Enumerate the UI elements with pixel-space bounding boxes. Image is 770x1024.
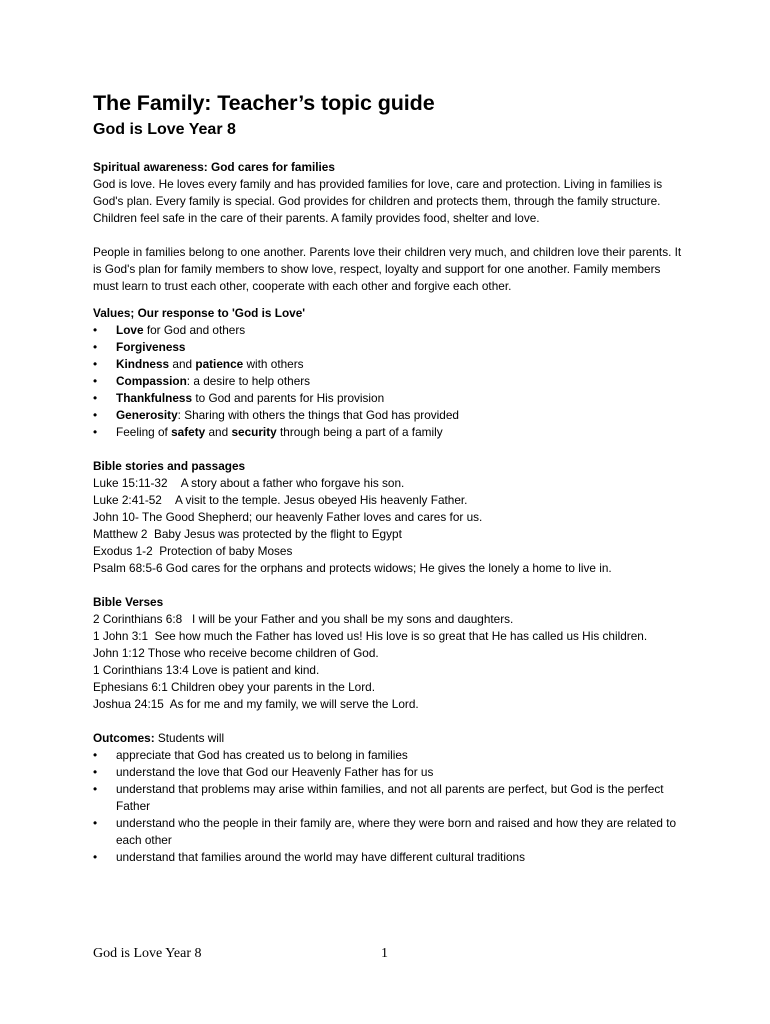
outcome-text: understand that families around the world may have different cultural traditions (116, 850, 525, 864)
bible-story-text: Baby Jesus was protected by the flight to Egypt (153, 527, 402, 541)
values-list (93, 322, 683, 441)
values-item-thankfulness (93, 390, 683, 407)
values-item-kindness (93, 356, 683, 373)
bible-reference: John 10- (93, 510, 142, 524)
values-item-forgiveness (93, 339, 683, 356)
bible-stories-heading: Bible stories and passages (93, 459, 246, 473)
values-item-safety (93, 424, 683, 441)
bible-verse-item: 2 Corinthians 6:8 I will be your Father and you shall be my sons and daughters. (93, 612, 514, 626)
bullet-icon: • (93, 374, 98, 388)
value-term: Love (116, 323, 144, 337)
bullet-icon: • (93, 323, 98, 337)
bible-stories-list (93, 475, 683, 577)
value-term: patience (195, 357, 244, 371)
bullet-icon: • (93, 425, 98, 439)
bullet-icon: • (93, 357, 98, 371)
outcome-text: understand the love that God our Heavenly Father has for us (116, 765, 434, 779)
page-title: The Family: Teacher’s topic guide (93, 91, 435, 115)
bible-verses-list (93, 611, 683, 713)
bible-story-text: A story about a father who forgave his son. (180, 476, 405, 490)
value-term: Compassion (116, 374, 187, 388)
outcome-text: appreciate that God has created us to belong in families (116, 748, 408, 762)
page-number: 1 (381, 946, 388, 961)
bible-reference: Matthew 2 (93, 527, 151, 541)
value-desc: and (169, 357, 196, 371)
bible-reference: Psalm 68:5-6 (93, 561, 166, 575)
bible-story-item (93, 560, 683, 577)
value-desc: : a desire to help others (186, 374, 311, 388)
bible-reference: Exodus 1-2 (93, 544, 156, 558)
bible-story-item (93, 475, 683, 492)
page-footer (93, 946, 693, 966)
value-term: Generosity (116, 408, 178, 422)
values-item-compassion (93, 373, 683, 390)
outcome-text: understand that problems may arise within families, and not all parents are perfect, but God is the perfect Father (116, 782, 664, 813)
bible-story-item (93, 526, 683, 543)
value-desc: for God and others (143, 323, 246, 337)
outcome-item (93, 849, 683, 866)
spiritual-heading: Spiritual awareness: God cares for families (93, 160, 335, 174)
outcomes-heading-line (93, 730, 683, 747)
bullet-icon: • (93, 850, 98, 864)
bible-verse-item: John 1:12 Those who receive become children of God. (93, 646, 379, 660)
bible-verse-item: 1 Corinthians 13:4 Love is patient and kind. (93, 663, 320, 677)
footer-text: God is Love Year 8 (93, 946, 202, 961)
outcome-item (93, 815, 683, 849)
page-subtitle: God is Love Year 8 (93, 121, 236, 138)
bullet-icon: • (93, 782, 98, 796)
bullet-icon: • (93, 816, 98, 830)
outcome-item (93, 747, 683, 764)
bullet-icon: • (93, 408, 98, 422)
bible-reference: Luke 2:41-52 (93, 493, 162, 507)
bullet-icon: • (93, 391, 98, 405)
spiritual-paragraph-1: God is love. He loves every family and has provided families for love, care and protection. Living in families is God's plan. Every family is special. God provides for children and protects them, through the family structure. Children feel safe in the care of their parents. A family provides food, shelter and love. (93, 177, 663, 225)
bible-verse-item: 1 John 3:1 See how much the Father has loved us! His love is so great that He has called us His children. (93, 629, 648, 643)
spiritual-paragraph-2: People in families belong to one another. Parents love their children very much, and children love their parents. It is God's plan for family members to show love, respect, loyalty and support for one another. Family members must learn to trust each other, cooperate with each other and forgive each other. (93, 245, 682, 293)
outcomes-heading: Outcomes: (93, 731, 155, 745)
outcomes-intro: Students will (154, 731, 225, 745)
values-item-love (93, 322, 683, 339)
bullet-icon: • (93, 765, 98, 779)
value-term: Kindness (116, 357, 170, 371)
value-desc: to God and parents for His provision (192, 391, 385, 405)
outcomes-list (93, 747, 683, 866)
bible-verses-heading: Bible Verses (93, 595, 164, 609)
outcome-item (93, 764, 683, 781)
bible-verse-item: Ephesians 6:1 Children obey your parents in the Lord. (93, 680, 375, 694)
bible-story-text: The Good Shepherd; our heavenly Father loves and cares for us. (141, 510, 483, 524)
bible-story-text: A visit to the temple. Jesus obeyed His heavenly Father. (175, 493, 468, 507)
values-heading: Values; Our response to 'God is Love' (93, 306, 306, 320)
bullet-icon: • (93, 340, 98, 354)
bible-story-item (93, 543, 683, 560)
value-desc: through being a part of a family (276, 425, 443, 439)
bible-story-text: Protection of baby Moses (159, 544, 293, 558)
value-desc: and (205, 425, 232, 439)
bible-story-item (93, 509, 683, 526)
outcome-item (93, 781, 683, 815)
values-item-generosity (93, 407, 683, 424)
value-term: safety (171, 425, 206, 439)
bullet-icon: • (93, 748, 98, 762)
outcome-text: understand who the people in their family are, where they were born and raised and how they are related to each other (116, 816, 677, 847)
value-desc: Feeling of (116, 425, 172, 439)
bible-story-text: God cares for the orphans and protects widows; He gives the lonely a home to live in. (165, 561, 612, 575)
document-body (93, 88, 683, 866)
bible-reference: Luke 15:11-32 (93, 476, 168, 490)
value-term: Forgiveness (116, 340, 186, 354)
bible-story-item (93, 492, 683, 509)
value-term: Thankfulness (116, 391, 193, 405)
value-desc: with others (243, 357, 304, 371)
value-desc: : Sharing with others the things that God has provided (177, 408, 459, 422)
bible-verse-item: Joshua 24:15 As for me and my family, we will serve the Lord. (93, 697, 419, 711)
value-term: security (231, 425, 277, 439)
